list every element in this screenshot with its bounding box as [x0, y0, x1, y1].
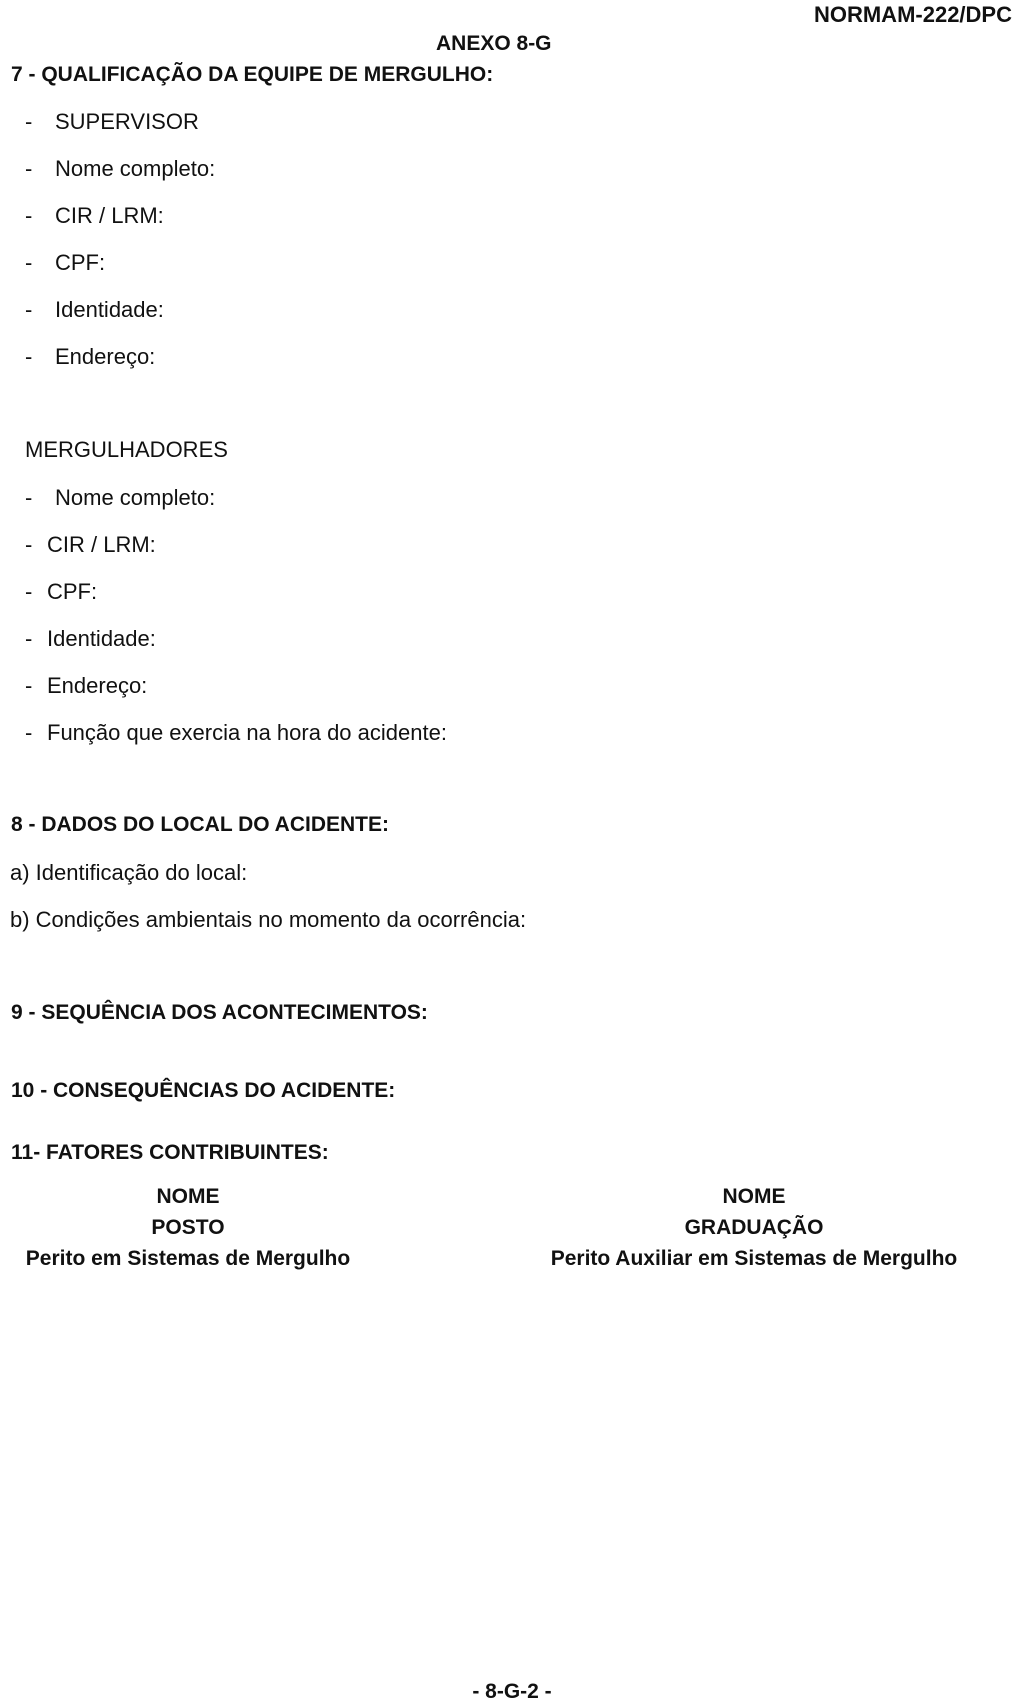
- signature-block-left: [4, 1181, 372, 1274]
- list-item-label: Endereço:: [55, 344, 156, 369]
- annex-title: ANEXO 8-G: [436, 32, 552, 55]
- list-dash: -: [25, 532, 33, 557]
- list-item-label: Identidade:: [55, 297, 164, 322]
- list-item-label: Identidade:: [47, 626, 156, 651]
- section-10-title: 10 - CONSEQUÊNCIAS DO ACIDENTE:: [11, 1079, 396, 1102]
- list-item-label: CIR / LRM:: [55, 203, 164, 228]
- signature-rank: GRADUAÇÃO: [684, 1216, 824, 1239]
- list-item-label: SUPERVISOR: [55, 109, 199, 134]
- list-item: [25, 250, 105, 276]
- list-dash: -: [25, 156, 33, 181]
- list-item-label: CIR / LRM:: [47, 532, 156, 557]
- environmental-conditions: b) Condições ambientais no momento da ocorrência:: [10, 907, 527, 932]
- signature-name: NOME: [156, 1185, 220, 1208]
- section-9-title: 9 - SEQUÊNCIA DOS ACONTECIMENTOS:: [11, 1001, 428, 1024]
- list-item-label: CPF:: [55, 250, 106, 275]
- list-dash: -: [25, 720, 33, 745]
- list-item-label: Nome completo:: [55, 156, 216, 181]
- list-dash: -: [25, 626, 33, 651]
- signature-rank: POSTO: [151, 1216, 225, 1239]
- list-dash: -: [25, 250, 33, 275]
- list-item: [25, 579, 97, 605]
- location-identification: a) Identificação do local:: [10, 860, 248, 885]
- signature-role: Perito em Sistemas de Mergulho: [25, 1247, 351, 1270]
- list-item: [25, 297, 164, 323]
- list-dash: -: [25, 579, 33, 604]
- document-code: NORMAM-222/DPC: [813, 2, 1012, 27]
- section-7-title: 7 - QUALIFICAÇÃO DA EQUIPE DE MERGULHO:: [11, 63, 494, 86]
- list-dash: -: [25, 485, 33, 510]
- list-dash: -: [25, 109, 33, 134]
- list-item: [25, 720, 447, 746]
- list-item: [25, 532, 156, 558]
- list-item: [25, 626, 156, 652]
- list-item: [25, 485, 215, 511]
- list-dash: -: [25, 673, 33, 698]
- list-item-label: CPF:: [47, 579, 98, 604]
- list-item: [25, 673, 147, 699]
- section-11-title: 11- FATORES CONTRIBUINTES:: [11, 1141, 329, 1164]
- list-dash: -: [25, 297, 33, 322]
- signature-name: NOME: [722, 1185, 786, 1208]
- signature-block-right: [526, 1181, 982, 1274]
- list-item-label: Endereço:: [47, 673, 148, 698]
- list-item: [25, 203, 164, 229]
- list-item-label: Nome completo:: [55, 485, 216, 510]
- list-dash: -: [25, 344, 33, 369]
- signature-role: Perito Auxiliar em Sistemas de Mergulho: [550, 1247, 958, 1270]
- section-8-title: 8 - DADOS DO LOCAL DO ACIDENTE:: [11, 813, 390, 836]
- list-item: [25, 156, 215, 182]
- list-item-label: Função que exercia na hora do acidente:: [47, 720, 447, 745]
- divers-heading: MERGULHADORES: [25, 437, 228, 462]
- page-number: - 8-G-2 -: [472, 1680, 552, 1703]
- list-dash: -: [25, 203, 33, 228]
- supervisor-heading: [25, 109, 199, 135]
- list-item: [25, 344, 155, 370]
